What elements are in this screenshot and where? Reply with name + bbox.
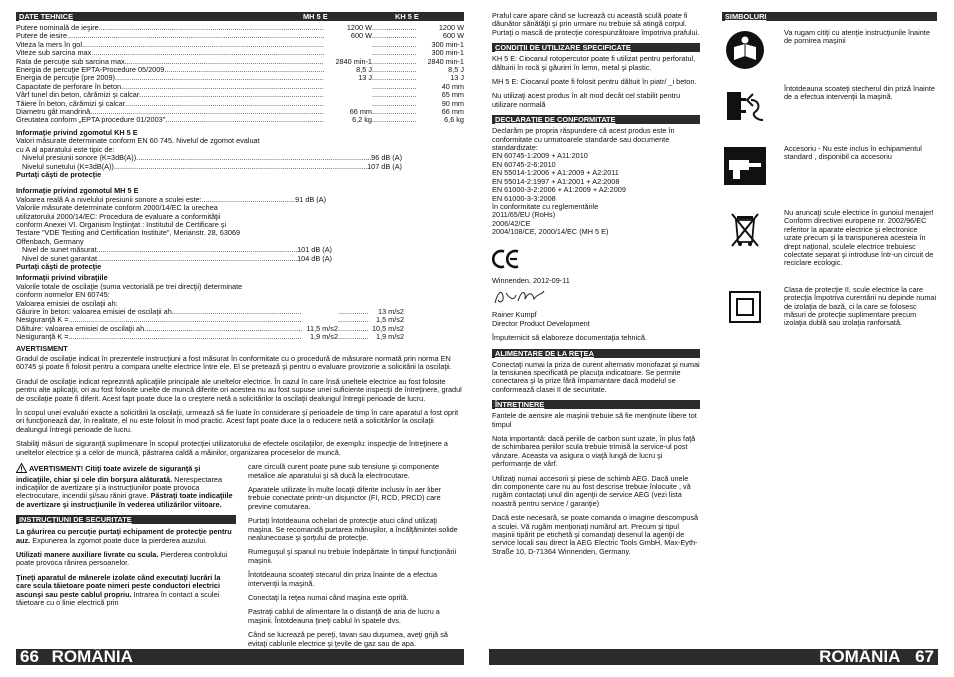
language-right: ROMÂNIA	[819, 647, 901, 666]
vib-title: Informaţii privind vibraţiile	[16, 273, 108, 283]
value-row: Nivel de sunet garantat ..... 104 dB (A)	[22, 255, 332, 263]
conformity-place-date: Winnenden, 2012-09-11	[492, 275, 570, 285]
spec-kh-value: 90 mm	[441, 99, 464, 108]
unplug-icon	[722, 85, 768, 127]
noise-kh-title: Informaţie privind zgomotul KH 5 E	[16, 127, 138, 137]
symbol-text: Va rugam citiţi cu atenţie instrucţiunile înainte de pornirea maşinii	[784, 28, 930, 46]
dust-text: Praful care apare când se lucrează cu această sculă poate fi dăunător sănătăţii şi prin urmare nu trebuie să atingă corpul. Purtaţi o mască de protecţie corespunzătoare împotriva prafului.	[492, 11, 700, 37]
class-ii-icon	[722, 286, 768, 328]
noise-mh-text: Valorile măsurate determinate conform 2000/14/EC la urechea utilizatorului 2000/14/EC: Procedura de evaluare a conformităţii conform Anexei VI. Organism înştiinţat : Institutul de Certificare şi Testare "VDE Testing and Certification Institute", Merianstr. 28, 63069 Offenbach, Germany	[16, 203, 241, 246]
spec-mh-value	[324, 49, 372, 57]
spec-label: Putere nominală de ieşire	[16, 24, 99, 32]
language-left: ROMÂNIA	[51, 647, 133, 666]
right-page-col2	[722, 12, 937, 338]
spec-mh-value	[324, 91, 372, 99]
security-header: INSTRUCŢIUNI DE SECURITATE	[16, 515, 236, 524]
page-number-left: 66	[20, 647, 39, 666]
ear-protection: Purtaţi căşti de protecţie	[16, 169, 102, 179]
symbol-row	[722, 145, 937, 187]
value-row: Nivel de sunet măsurat ..... 101 dB (A)	[22, 246, 332, 254]
spec-label: Tăiere în beton, cărămizi şi calcar	[16, 99, 126, 108]
standard-item: 2006/42/CE	[492, 218, 531, 228]
spec-row	[16, 32, 464, 40]
standard-item: EN 60745-2-6:2010	[492, 159, 556, 169]
noise-mh-rows	[16, 246, 464, 263]
standard-item: EN 55014-1:2006 + A1:2009 + A2:2011	[492, 168, 619, 178]
spec-mh-value: 600 W	[350, 32, 372, 41]
signer-title: Director Product Development	[492, 318, 590, 328]
spec-label: Viteze sub sarcina max.	[16, 49, 94, 58]
warning-paragraphs	[16, 355, 464, 457]
standard-item: EN 55014-2:1997 + A1:2001 + A2:2008	[492, 176, 620, 186]
spec-mh-value	[324, 83, 372, 91]
spec-kh-value: 8,5 J	[448, 66, 464, 75]
mains-header: ALIMENTARE DE LA REŢEA	[492, 349, 700, 358]
symbol-row	[722, 29, 937, 71]
spec-kh-value: 6,6 kg	[444, 116, 464, 125]
noise-kh-rows	[16, 154, 464, 171]
left-subcol-2	[248, 463, 464, 654]
symbols-list	[722, 29, 937, 328]
safety-paragraph: Când se lucrează pe pereţi, tavan sau duşumea, aveţi grijă să evitaţi cablurile electrice şi ţevile de gaz sau de apa.	[248, 630, 448, 648]
spec-label: Vârf tunel din beton, cărămizi şi calcar	[16, 91, 140, 100]
mains-text: Conectaţi numai la priza de curent alternativ monofazat şi numai la tensiunea specificată pe placuţa indicatoare. Se permite conectarea şi la prize fără împamantare dacă modelul se conformează clasei II de securitate.	[492, 359, 700, 394]
noise-kh-intro: Valori măsurate determinate conform EN 60 745. Nivelul de zgomot evaluat cu A al aparatului este tipic de:	[16, 136, 260, 154]
standard-item: 2011/65/EU (RoHs)	[492, 210, 556, 220]
vib-row: Găurire în beton: valoarea emisiei de oscilaţii ah ..... ..... 13 m/s2	[16, 308, 404, 316]
signature-image	[492, 287, 700, 309]
symbols-header: SIMBOLURI	[722, 12, 937, 21]
spec-row	[16, 91, 464, 99]
standards-list	[492, 152, 700, 236]
vib-sub: Valoarea emisiei de oscilaţii ah:	[16, 298, 118, 308]
use-paragraph: Nu utilizaţi acest produs în alt mod decât cel stabilit pentru utilizare normală	[492, 91, 681, 109]
standard-item: EN 61000-3-3:2008	[492, 193, 556, 203]
maintenance-paragraphs	[492, 412, 700, 556]
use-paragraphs	[492, 55, 700, 109]
signer-note: Împuternicit să elaboreze documentaţia tehnică.	[492, 333, 647, 343]
standard-item: EN 61000-3-2:2006 + A1:2009 + A2:2009	[492, 185, 626, 195]
spec-label: Rata de percuţie sub sarcina max.	[16, 57, 127, 66]
spec-mh-value: 66 mm	[349, 108, 372, 117]
noise-mh-title: Informaţie privind zgomotul MH 5 E	[16, 186, 139, 196]
spec-label: Viteza la mers în gol	[16, 40, 82, 49]
warning-paragraph: Stabiliţi măsuri de siguranţă suplimenare în scopul protecţiei utilizatorului de efectele oscilaţiilor, de exemplu: inspecţie de întreţinere a uneltelor electrice şi a celor de muncă, păstrarea caldă a mâinilor, organizarea proceselor de muncă.	[16, 439, 448, 457]
maintenance-paragraph: Dacă este necesară, se poate comanda o imagine descompusă a sculei. Vă rugăm menţionaţi numărul art. Precum şi tipul maşinii tipărit pe etichetă şi comandaţi desenul la agenţii de service locali sau direct la AEG Electric Tools GmbH, Max-Eyth-Straße 10, D-71364 Winnenden, Germany.	[492, 513, 699, 556]
col-kh5e: KH 5 E	[395, 12, 419, 21]
symbol-text: Nu aruncaţi scule electrice în gunoiul menajer! Conform directivei europene nr. 2002/96/EC referitor la aparate electrice şi electronice uzate precum şi la transpunerea acesteia în drept naţional, sculele electrice trebuiesc colectate separat şi introduse într-un circuit de reciclare ecologic.	[784, 208, 934, 268]
safety-paragraph: Purtaţi întotdeauna ochelari de protecţie atuci când utilizaţi maşina. Se recomandă purtarea mănuşilor, a încălţămintei solide nealunecoase şi şorţului de protecţie.	[248, 516, 458, 542]
maintenance-paragraph: Utilizaţi numai accesorii şi piese de schimb AEG. Dacă unele din componente care nu au fost descrise trebuie înlocuite , vă rugăm contactaţi unul din agenţii de service AEG (vezi lista noastră pentru service / garanţie)	[492, 473, 691, 508]
spec-mh-value: 8,5 J	[356, 66, 372, 75]
tech-header-bar	[16, 12, 464, 21]
spec-row	[16, 108, 464, 116]
security-1: La găurirea cu percuţie purtaţi echipament de protecţie pentru auz. Expunerea la zgomot poate duce la pierderea auzului.	[16, 527, 232, 545]
spec-label: Putere de iesire	[16, 32, 68, 41]
spec-label: Greutatea conform „EPTA procedure 01/2003"	[16, 116, 166, 125]
use-paragraph: KH 5 E: Ciocanul rotopercutor poate fi utilizat pentru perforatul, dăltuirii în rocă şi găurirri în lemn, metal şi plastic.	[492, 54, 696, 72]
symbol-row	[722, 85, 937, 127]
spec-mh-value: 2840 min-1	[335, 57, 372, 66]
vib-intro: Valorile totale de oscilaţie (suma vectorială pe trei direcţii) determinate conform normelor EN 60745:	[16, 281, 243, 300]
left-subcol-1	[16, 463, 236, 654]
spec-row	[16, 116, 464, 124]
symbol-text: Întotdeauna scoateţi stecherul din priză înainte de a efectua intervenţii la maşină.	[784, 84, 935, 102]
read-manual-icon	[722, 29, 768, 71]
spec-mh-value	[324, 41, 372, 49]
safety-paragraph: Întotdeauna scoateţi stecarul din priza înainte de a efectua intervenţii la maşină.	[248, 570, 438, 588]
spec-mh-value: 13 J	[358, 74, 372, 83]
maintenance-header: ÎNTREŢINERE	[492, 400, 700, 409]
vib-row: Nesiguranţă K = ..... 1,9 m/s2 ..... 1,9 m/s2	[16, 333, 404, 341]
maintenance-paragraph: Fantele de aerisire ale maşinii trebuie să fie menţinute libere tot timpul	[492, 411, 697, 429]
spec-label: Capacitate de perforare în beton	[16, 82, 122, 91]
left-footer	[16, 649, 464, 665]
spec-label: Diametru gât mandrină	[16, 108, 91, 117]
use-header: CONDIŢII DE UTILIZARE SPECIFICATE	[492, 43, 700, 52]
use-paragraph: MH 5 E: Ciocanul poate fi folosit pentru dăltuit în piatr/ _i beton.	[492, 77, 697, 87]
spec-row	[16, 49, 464, 57]
security-3: Ţineţi aparatul de mânerele izolate când executaţi lucrări la care scula tăietoare poate nimeri peste conductori electrici ascunşi sau peste cablul propriu. Intrarea în contact a sculei tăietoare cu o linie electrică prin	[16, 572, 221, 607]
spec-row	[16, 74, 464, 82]
warning-title: AVERTISMENT	[16, 343, 68, 353]
page-number-right: 67	[915, 647, 934, 666]
right-page-col1	[492, 12, 700, 562]
conformity-header: DECLARAŢIE DE CONFORMITATE	[492, 115, 700, 124]
spec-kh-value: 65 mm	[441, 91, 464, 100]
right-footer	[489, 649, 938, 665]
spec-kh-value: 2840 min-1	[427, 57, 464, 66]
spec-mh-value: 1200 W	[346, 24, 372, 32]
spec-kh-value: 300 min-1	[431, 49, 464, 58]
spec-kh-value: 13 J	[450, 74, 464, 83]
ear-protection-2: Purtaţi căşti de protecţie	[16, 261, 102, 271]
signer-name: Rainer Kumpf	[492, 310, 537, 320]
safety-paragraph: Rumeguşul şi spanul nu trebuie îndepărtate în timpul funcţionării maşinii.	[248, 547, 457, 565]
spec-row	[16, 41, 464, 49]
spec-row	[16, 24, 464, 32]
vib-row: Nesiguranţă K = ..... ..... 1,5 m/s2	[16, 316, 404, 324]
security-2: Utilizati manere auxiliare livrate cu scula. Pierderea controlului poate provoca rănirea persoanelor.	[16, 549, 228, 568]
spec-label: Energia de percuţie (pre 2009)	[16, 74, 115, 83]
left-page	[16, 12, 464, 654]
ce-mark	[492, 249, 700, 271]
spec-label: Energia de percuţie EPTA-Procedure 05/2009	[16, 66, 165, 75]
spec-kh-value: 40 mm	[441, 82, 464, 91]
spec-kh-value: 300 min-1	[431, 40, 464, 49]
vib-rows	[16, 308, 464, 342]
specs-table	[16, 24, 464, 125]
safety-paragraph: care circulă curent poate pune sub tensiune şi componente metalice ale aparatului şi să ducă la electrocutare.	[248, 462, 440, 480]
spec-mh-value: 6,2 kg	[352, 116, 372, 125]
noise-mh-row1: Valoarea reală A a nivelului presiunii sonore a sculei este: ..... 91 dB (A)	[16, 196, 326, 204]
standard-item: EN 60745-1:2009 + A11:2010	[492, 151, 588, 161]
value-row: Nivelul presiunii sonore (K=3dB(A)) ..... 96 dB (A)	[22, 154, 402, 162]
safety-paragraph: Conectaţi la reţea numai când maşina este oprită.	[248, 592, 409, 602]
standard-item: în conformitate cu reglementările	[492, 201, 599, 211]
symbol-text: Accesoriu - Nu este inclus în echipamentul standard , disponibil ca accesoriu	[784, 144, 922, 162]
spec-row	[16, 83, 464, 91]
accessory-icon	[722, 145, 768, 187]
symbol-row	[722, 286, 937, 328]
maintenance-paragraph: Nota importantă: dacă periile de carbon sunt uzate, în plus faţă de schimbarea periilor scula trebuie trimisă la service-ul post vânzare. Aceasta va asigura o viaţă lungă de lucru şi performanţe de vârf.	[492, 434, 696, 469]
warning-paragraph: Gradul de oscilaţie indicat reprezintă aplicaţiile principale ale uneltelor electrice. În cazul în care însă uneltele electrice au fost folosite pentru alte aplicaţii, ori au fost folosite unelte de muncă diferite ori acestea nu au fost supuse unei suficiente inspecţii de întreţinere, gradul de oscilaţie poate fi diferit. Acest fapt poate duce la o creştere netă a solicitărilor la oscilaţii dealungul întregii perioade de lucru.	[16, 376, 462, 403]
spec-row	[16, 66, 464, 74]
value-row: Nivelul sunetului (K=3dB(A)) ..... 107 dB (A)	[22, 163, 402, 171]
warning-paragraph: În scopul unei evaluări exacte a solicitării la oscilaţii, urmează să fie luate în considerare şi perioadele de timp în care aparatul a fost oprit ori funcţionează dar, în realitate, el nu este folosit în mod practic. Acest fapt poate duce la o reducere netă a solicitărilor la oscilaţii dealungul întregii perioade de lucru.	[16, 408, 459, 434]
symbol-row	[722, 209, 937, 268]
spec-kh-value: 1200 W	[438, 24, 464, 32]
conformity-intro: Declarăm pe propria răspundere că acest produs este în conformitate cu urmatoarele standarde sau documente standardizate:	[492, 126, 675, 153]
spec-kh-value: 600 W	[442, 32, 464, 41]
vib-row: Dăltuire: valoarea emisiei de oscilaţii ah ..... 11,5 m/s2 ..... 10,5 m/s2	[16, 325, 404, 333]
standard-item: 2004/108/CE, 2000/14/EC (MH 5 E)	[492, 227, 609, 237]
spec-mh-value	[324, 100, 372, 108]
safety-paragraph: Aparatele utilizate în multe locaţii diferite inclusiv în aer liber trebuie conectate printr-un disjunctor (FI, RCD, PRCD) care previne comutarea.	[248, 484, 442, 511]
col-mh5e: MH 5 E	[303, 12, 328, 21]
spec-kh-value: 66 mm	[441, 108, 464, 117]
symbol-text: Clasa de protecţie II, scule electrice la care protecţia împotriva curentării nu depinde numai de izolaţia de bază, ci la care se folosesc măsuri de protecţie suplimentare precum izolaţia dublă sau izolaţia ranforsată.	[784, 284, 937, 328]
tech-header: DATE TEHNICE	[19, 12, 74, 21]
warning-paragraph: Gradul de oscilaţie indicat în prezentele instrucţiuni a fost măsurat în conformitate cu o procedură de măsurare normată prin norma EN 60745 şi poate fi folosit pentru a compara unelte electrice între ele. El se pretează şi pentru o evaluare provizorie a solicitării la oscilaţii.	[16, 354, 452, 372]
spec-row	[16, 58, 464, 66]
weee-bin-icon	[722, 209, 768, 251]
safety-paragraph: Pastraţi cablul de alimentare la o distanţă de aria de lucru a maşinii. Întotdeauna ţineţi cablul în spatele dvs.	[248, 607, 440, 625]
spec-row	[16, 100, 464, 108]
general-warning: AVERTISMENT! Citiţi toate avizele de siguranţă şi indicaţiile, chiar şi cele din borşura alăturată. Nerespectarea indicaţiilor de avertizare şi a instrucţiunilor poate provoca electrocutare, incendii şi/sau răniri grave. Păstraţi toate indicaţiile de avertizare şi instrucţiunile în vederea utilizărilor viitoare.	[16, 464, 233, 509]
